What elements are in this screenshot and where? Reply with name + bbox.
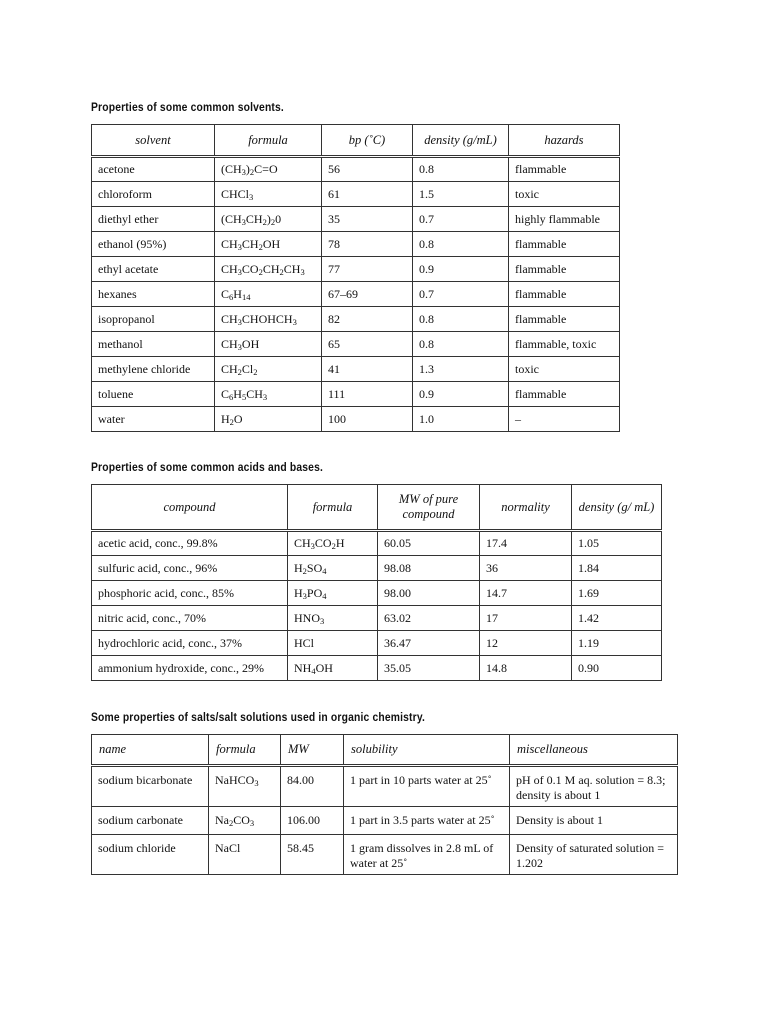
cell-hazards: flammable — [509, 382, 620, 407]
cell-bp: 65 — [322, 332, 413, 357]
table-row — [92, 807, 678, 835]
cell-mw: 84.00 — [281, 766, 344, 807]
solvents-header-row — [92, 125, 620, 157]
salts-table — [91, 734, 678, 875]
cell-hazards: – — [509, 407, 620, 432]
cell-compound: hydrochloric acid, conc., 37% — [92, 631, 288, 656]
table-row — [92, 357, 620, 382]
cell-normality: 17.4 — [480, 531, 572, 556]
cell-bp: 35 — [322, 207, 413, 232]
cell-density: 1.42 — [572, 606, 662, 631]
cell-solvent: toluene — [92, 382, 215, 407]
col-header-normality: normality — [480, 485, 572, 531]
cell-mw: 60.05 — [378, 531, 480, 556]
cell-density: 1.5 — [413, 182, 509, 207]
cell-density: 1.3 — [413, 357, 509, 382]
cell-bp: 67–69 — [322, 282, 413, 307]
cell-name: sodium bicarbonate — [92, 766, 209, 807]
cell-formula: NaCl — [209, 835, 281, 875]
cell-solvent: hexanes — [92, 282, 215, 307]
cell-bp: 100 — [322, 407, 413, 432]
cell-solvent: diethyl ether — [92, 207, 215, 232]
cell-solvent: ethyl acetate — [92, 257, 215, 282]
cell-formula: $NH_4OH$ — [288, 656, 378, 681]
table-row — [92, 556, 662, 581]
cell-misc: Density of saturated solution = 1.202 — [510, 835, 678, 875]
cell-formula: $C_6H_5CH_3$ — [215, 382, 322, 407]
solvents-heading: Properties of some common solvents. — [91, 100, 284, 114]
cell-formula: $H_2SO_4$ — [288, 556, 378, 581]
cell-density: 1.05 — [572, 531, 662, 556]
cell-formula: $CH_3CH_2OH$ — [215, 232, 322, 257]
cell-hazards: flammable — [509, 232, 620, 257]
cell-mw: 98.08 — [378, 556, 480, 581]
cell-formula: $CH_3CO_2CH_2CH_3$ — [215, 257, 322, 282]
cell-solubility: 1 gram dissolves in 2.8 mL of water at 25˚ — [344, 835, 510, 875]
cell-formula: $H_2O$ — [215, 407, 322, 432]
cell-misc: Density is about 1 — [510, 807, 678, 835]
cell-misc: pH of 0.1 M aq. solution = 8.3; density is about 1 — [510, 766, 678, 807]
col-header-formula: formula — [288, 485, 378, 531]
cell-normality: 12 — [480, 631, 572, 656]
table-row — [92, 157, 620, 182]
cell-solubility: 1 part in 3.5 parts water at 25˚ — [344, 807, 510, 835]
cell-formula: $Na_2CO_3$ — [209, 807, 281, 835]
col-header-density: density (g/mL) — [413, 125, 509, 157]
acids-heading: Properties of some common acids and bases. — [91, 460, 324, 474]
cell-compound: acetic acid, conc., 99.8% — [92, 531, 288, 556]
cell-mw: 63.02 — [378, 606, 480, 631]
cell-mw: 106.00 — [281, 807, 344, 835]
cell-name: sodium chloride — [92, 835, 209, 875]
col-header-name: name — [92, 735, 209, 766]
cell-bp: 41 — [322, 357, 413, 382]
cell-name: sodium carbonate — [92, 807, 209, 835]
cell-formula: $HNO_3$ — [288, 606, 378, 631]
cell-solvent: chloroform — [92, 182, 215, 207]
cell-density: 0.9 — [413, 257, 509, 282]
cell-solvent: methylene chloride — [92, 357, 215, 382]
cell-density: 0.90 — [572, 656, 662, 681]
cell-formula: $CH_3CO_2H$ — [288, 531, 378, 556]
table-row — [92, 581, 662, 606]
cell-bp: 82 — [322, 307, 413, 332]
cell-compound: ammonium hydroxide, conc., 29% — [92, 656, 288, 681]
cell-normality: 17 — [480, 606, 572, 631]
cell-mw: 98.00 — [378, 581, 480, 606]
cell-solvent: water — [92, 407, 215, 432]
cell-formula: $CH_3CHOHCH_3$ — [215, 307, 322, 332]
table-row — [92, 182, 620, 207]
cell-formula: NaHCO$_3$ — [209, 766, 281, 807]
cell-bp: 61 — [322, 182, 413, 207]
cell-solvent: isopropanol — [92, 307, 215, 332]
table-row — [92, 407, 620, 432]
table-row — [92, 282, 620, 307]
table-row — [92, 382, 620, 407]
col-header-solvent: solvent — [92, 125, 215, 157]
cell-formula: $H_3PO_4$ — [288, 581, 378, 606]
cell-formula: $C_6H_{14}$ — [215, 282, 322, 307]
cell-hazards: toxic — [509, 182, 620, 207]
col-header-hazards: hazards — [509, 125, 620, 157]
table-row — [92, 307, 620, 332]
cell-density: 0.7 — [413, 207, 509, 232]
col-header-density: density (g/ mL) — [572, 485, 662, 531]
cell-density: 1.69 — [572, 581, 662, 606]
cell-density: 0.8 — [413, 157, 509, 182]
cell-hazards: toxic — [509, 357, 620, 382]
solvents-table — [91, 124, 620, 432]
cell-hazards: flammable — [509, 257, 620, 282]
cell-compound: phosphoric acid, conc., 85% — [92, 581, 288, 606]
cell-normality: 14.7 — [480, 581, 572, 606]
table-row — [92, 257, 620, 282]
table-row — [92, 531, 662, 556]
salts-header-row — [92, 735, 678, 766]
acids-header-row — [92, 485, 662, 531]
table-row — [92, 631, 662, 656]
cell-formula: HCl — [288, 631, 378, 656]
cell-mw: 36.47 — [378, 631, 480, 656]
salts-heading: Some properties of salts/salt solutions used in organic chemistry. — [91, 710, 426, 724]
cell-hazards: flammable — [509, 307, 620, 332]
cell-mw: 58.45 — [281, 835, 344, 875]
cell-density: 0.8 — [413, 332, 509, 357]
cell-bp: 56 — [322, 157, 413, 182]
cell-normality: 14.8 — [480, 656, 572, 681]
table-row — [92, 207, 620, 232]
cell-solvent: ethanol (95%) — [92, 232, 215, 257]
table-row — [92, 835, 678, 875]
cell-hazards: highly flammable — [509, 207, 620, 232]
cell-bp: 78 — [322, 232, 413, 257]
table-row — [92, 332, 620, 357]
col-header-compound: compound — [92, 485, 288, 531]
cell-solubility: 1 part in 10 parts water at 25˚ — [344, 766, 510, 807]
cell-solvent: acetone — [92, 157, 215, 182]
cell-density: 0.7 — [413, 282, 509, 307]
cell-hazards: flammable — [509, 157, 620, 182]
col-header-bp: bp (˚C) — [322, 125, 413, 157]
cell-density: 1.19 — [572, 631, 662, 656]
table-row — [92, 232, 620, 257]
cell-bp: 77 — [322, 257, 413, 282]
cell-density: 0.9 — [413, 382, 509, 407]
col-header-mw: MW of pure compound — [378, 485, 480, 531]
col-header-solubility: solubility — [344, 735, 510, 766]
col-header-misc: miscellaneous — [510, 735, 678, 766]
cell-hazards: flammable, toxic — [509, 332, 620, 357]
cell-formula: $CH_2Cl_2$ — [215, 357, 322, 382]
cell-formula: $CH_3OH$ — [215, 332, 322, 357]
col-header-formula: formula — [215, 125, 322, 157]
table-row — [92, 656, 662, 681]
cell-normality: 36 — [480, 556, 572, 581]
acids-table — [91, 484, 662, 681]
col-header-mw: MW — [281, 735, 344, 766]
cell-mw: 35.05 — [378, 656, 480, 681]
cell-hazards: flammable — [509, 282, 620, 307]
table-row — [92, 766, 678, 807]
cell-bp: 111 — [322, 382, 413, 407]
cell-formula: $(CH_3CH_2)_20$ — [215, 207, 322, 232]
cell-compound: sulfuric acid, conc., 96% — [92, 556, 288, 581]
table-row — [92, 606, 662, 631]
cell-density: 1.84 — [572, 556, 662, 581]
cell-density: 0.8 — [413, 232, 509, 257]
cell-solvent: methanol — [92, 332, 215, 357]
cell-density: 0.8 — [413, 307, 509, 332]
cell-density: 1.0 — [413, 407, 509, 432]
cell-formula: CHCl$_3$ — [215, 182, 322, 207]
cell-compound: nitric acid, conc., 70% — [92, 606, 288, 631]
cell-formula: $(CH_3)_2C=O$ — [215, 157, 322, 182]
col-header-formula: formula — [209, 735, 281, 766]
